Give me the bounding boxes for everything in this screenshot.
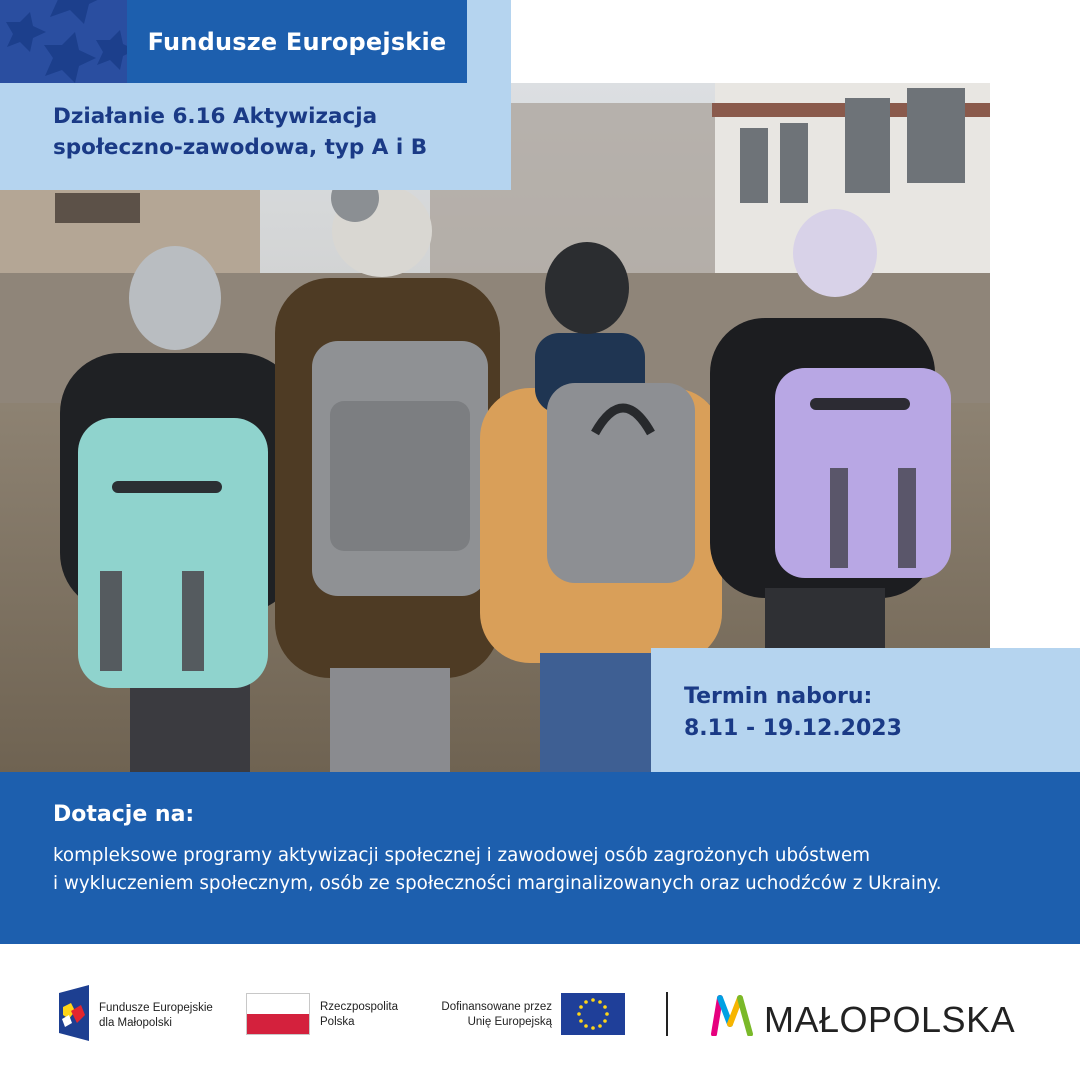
fe-logo-line-1: Fundusze Europejskie (99, 1002, 213, 1014)
rzeczpospolita-polska-text (320, 1000, 398, 1030)
malopolska-logo-text: MAŁOPOLSKA (764, 999, 1016, 1040)
polish-flag-icon (246, 993, 310, 1035)
grants-description (53, 842, 1080, 898)
brand-title: Fundusze Europejskie (147, 27, 447, 56)
photo-right-margin (990, 83, 1080, 648)
pl-line-2: Polska (320, 1016, 355, 1028)
footer-divider (666, 992, 668, 1036)
fundusze-europejskie-logo-text (99, 1001, 213, 1031)
eu-funding-text (431, 1000, 552, 1030)
grants-section (0, 772, 1080, 944)
action-title-line-2: społeczno-zawodowa, typ A i B (53, 135, 428, 160)
fundusze-europejskie-logo-icon (59, 985, 89, 1041)
grants-title: Dotacje na: (53, 802, 195, 827)
eu-line-2: Unię Europejską (467, 1016, 552, 1028)
eu-line-1: Dofinansowane przez (441, 1001, 552, 1013)
fe-logo-line-2: dla Małopolski (99, 1017, 172, 1029)
eu-flag-icon (561, 993, 625, 1035)
deadline-label: Termin naboru: (684, 684, 873, 709)
action-title-line-1: Działanie 6.16 Aktywizacja (53, 104, 378, 129)
header-accent-strip (467, 0, 511, 83)
eu-stars-icon (0, 0, 127, 83)
malopolska-logo-icon (710, 992, 754, 1036)
grants-description-line-1: kompleksowe programy aktywizacji społecznej i zawodowej osób zagrożonych ubóstwem (53, 845, 871, 866)
action-title-box (0, 83, 511, 190)
grants-description-line-2: i wykluczeniem społecznym, osób ze społeczności marginalizowanych oraz uchodźców z Ukrainy. (53, 873, 942, 894)
pl-line-1: Rzeczpospolita (320, 1001, 398, 1013)
deadline-dates: 8.11 - 19.12.2023 (684, 716, 902, 741)
brand-banner (127, 0, 467, 83)
deadline-box (651, 648, 1080, 772)
